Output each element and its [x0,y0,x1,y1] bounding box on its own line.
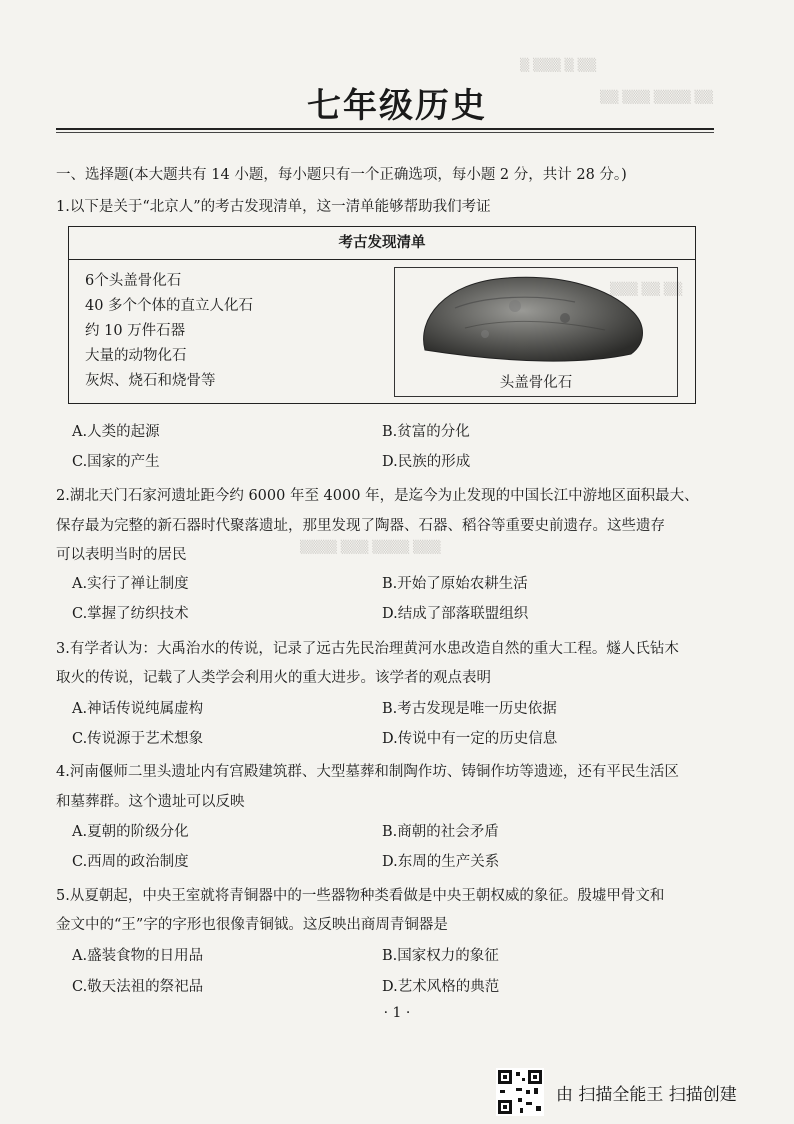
question-4-stem-line: 和墓葬群。这个遗址可以反映 [56,794,245,810]
bleed-through-text: ▒▒▒ ▒▒ ▒▒ [610,282,683,296]
option-b: B.考古发现是唯一历史依据 [382,701,557,717]
option-d: D.传说中有一定的历史信息 [382,731,558,747]
page-number: · 1 · [383,1005,411,1021]
section-heading: 一、选择题(本大题共有 14 小题，每小题只有一个正确选项，每小题 2 分，共计 28 分。) [56,167,627,183]
option-b: B.商朝的社会矛盾 [382,824,499,840]
question-1-stem: 1.以下是关于“北京人”的考古发现清单，这一清单能够帮助我们考证 [56,199,491,215]
option-c: C.西周的政治制度 [72,854,189,870]
option-d: D.艺术风格的典范 [382,979,500,995]
question-5-stem-line: 金文中的“王”字的字形也很像青铜钺。这反映出商周青铜器是 [56,917,448,933]
title-rule-thin [56,132,714,133]
page-title: 七年级历史 [307,86,487,126]
option-b: B.贫富的分化 [382,424,470,440]
scanner-watermark: 由 扫描全能王 扫描创建 [556,1085,737,1105]
image-caption: 头盖骨化石 [499,375,573,391]
skull-image-frame [394,267,678,397]
bleed-through-text: ▒▒ ▒▒▒ ▒▒▒▒ ▒▒ [600,90,713,104]
option-d: D.结成了部落联盟组织 [382,606,529,622]
option-d: D.民族的形成 [382,454,471,470]
table-title: 考古发现清单 [69,227,695,260]
title-rule [56,128,714,130]
bleed-through-text: ▒ ▒▒▒ ▒ ▒▒ [520,58,597,72]
list-item: 约 10 万件石器 [85,323,186,339]
option-b: B.国家权力的象征 [382,948,499,964]
option-a: A.实行了禅让制度 [72,576,189,592]
option-c: C.国家的产生 [72,454,160,470]
bleed-through-text: ▒▒▒▒ ▒▒▒ ▒▒▒▒ ▒▒▒ [300,540,441,554]
question-5-stem-line: 5.从夏朝起，中央王室就将青铜器中的一些器物种类看做是中央王朝权威的象征。殷墟甲骨文和 [56,888,665,904]
skull-fossil-image [395,268,677,368]
option-d: D.东周的生产关系 [382,854,500,870]
list-item: 40 多个个体的直立人化石 [85,298,254,314]
question-2-stem-line: 可以表明当时的居民 [56,547,187,563]
option-b: B.开始了原始农耕生活 [382,576,528,592]
question-3-stem-line: 取火的传说，记载了人类学会利用火的重大进步。该学者的观点表明 [56,670,491,686]
discovery-table [68,226,696,404]
option-a: A.人类的起源 [72,424,160,440]
question-2-stem-line: 保存最为完整的新石器时代聚落遗址，那里发现了陶器、石器、稻谷等重要史前遗存。这些遗存 [56,518,665,534]
option-a: A.夏朝的阶级分化 [72,824,189,840]
list-item: 大量的动物化石 [85,348,187,364]
option-c: C.传说源于艺术想象 [72,731,204,747]
option-c: C.敬天法祖的祭祀品 [72,979,204,995]
list-item: 灰烬、烧石和烧骨等 [85,373,216,389]
list-item: 6个头盖骨化石 [85,273,182,289]
option-c: C.掌握了纺织技术 [72,606,189,622]
qr-code-icon [496,1068,544,1116]
option-a: A.盛装食物的日用品 [72,948,204,964]
question-4-stem-line: 4.河南偃师二里头遗址内有宫殿建筑群、大型墓葬和制陶作坊、铸铜作坊等遗迹，还有平民生活区 [56,764,679,780]
question-2-stem-line: 2.湖北天门石家河遗址距今约 6000 年至 4000 年，是迄今为止发现的中国长江中游地区面积最大、 [56,488,699,504]
option-a: A.神话传说纯属虚构 [72,701,204,717]
question-3-stem-line: 3.有学者认为：大禹治水的传说，记录了远古先民治理黄河水患改造自然的重大工程。燧人氏钻木 [56,641,679,657]
